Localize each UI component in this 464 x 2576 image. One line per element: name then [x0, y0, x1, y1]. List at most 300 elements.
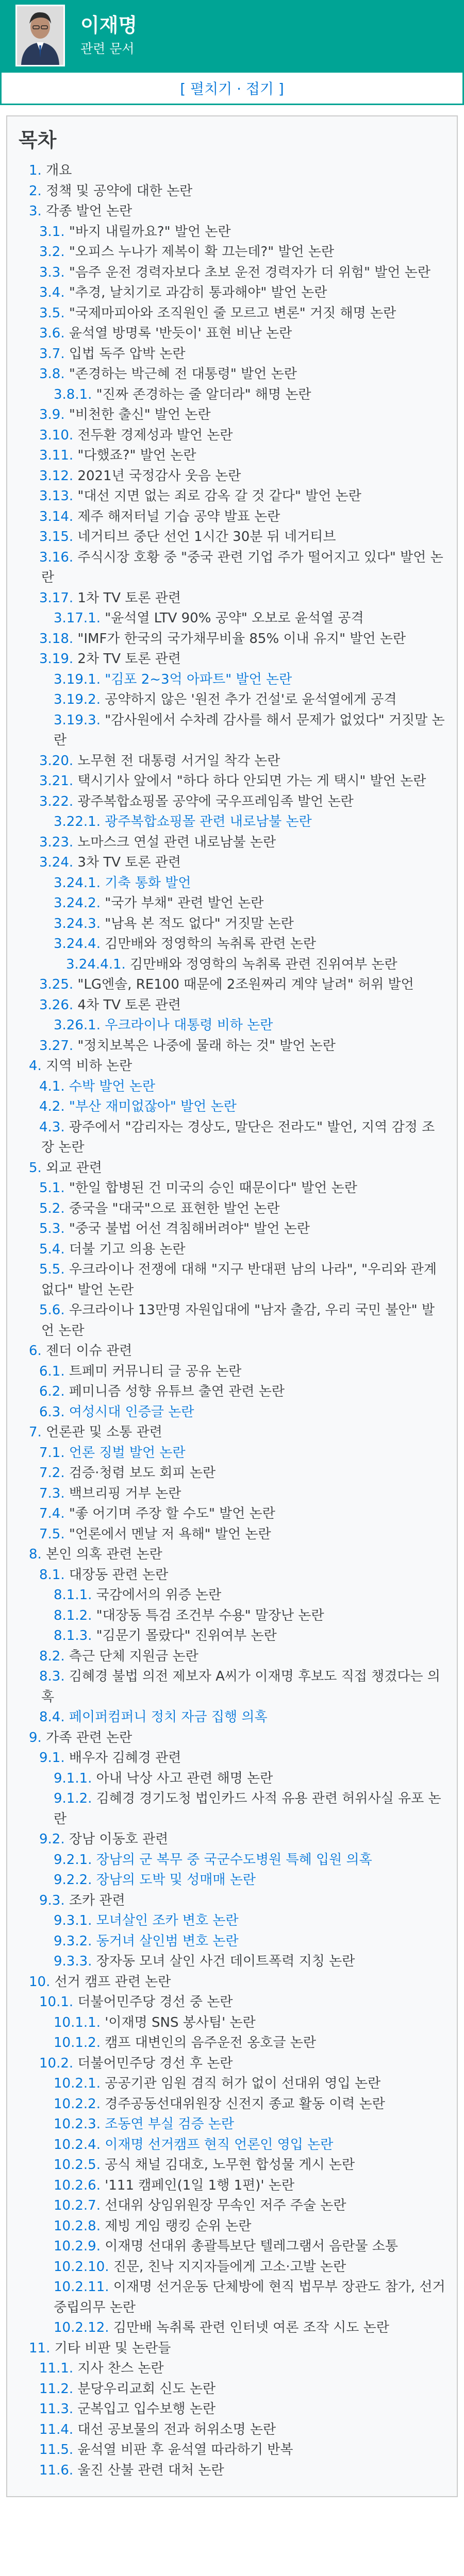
toc-item-label: "감사원에서 수차례 감사를 해서 문제가 없었다" 거짓말 논란 [54, 712, 445, 748]
toc-item[interactable] [19, 2461, 445, 2481]
toc-item-number[interactable]: 8.1.2. [54, 1607, 92, 1623]
toc-item[interactable] [19, 771, 445, 792]
toc-item-label: 광주에서 "감리자는 경상도, 말단은 전라도" 발언, 지역 감정 조장 논란 [41, 1119, 435, 1155]
toc-item-number[interactable]: 8.2. [39, 1648, 65, 1664]
toc-item[interactable] [19, 853, 445, 873]
toc-item-number[interactable]: 10.2.7. [54, 2198, 101, 2213]
toc-item[interactable] [19, 303, 445, 324]
toc-item-label: '이재명 SNS 봉사팀' 논란 [100, 2014, 256, 2030]
toc-item[interactable] [19, 2074, 445, 2094]
toc-item-number[interactable]: 4.1. [39, 1078, 65, 1094]
toc-item-number[interactable]: 9.2.1. [54, 1852, 92, 1868]
toc-item-label[interactable]: 광주복합쇼핑몰 관련 내로남불 논란 [100, 814, 312, 829]
toc-item-label: "LG엔솔, RE100 때문에 2조원짜리 계약 날려" 허위 발언 [73, 977, 414, 992]
toc-item-number[interactable]: 3.17.1. [54, 611, 101, 626]
toc-item-label: 국감에서의 위증 논란 [92, 1587, 222, 1603]
toc-item-number[interactable]: 3.26. [39, 997, 74, 1013]
toc-item-number[interactable]: 3.5. [39, 305, 65, 321]
toc-item-number[interactable]: 3.1. [39, 224, 65, 240]
toc-item-number[interactable]: 3.15. [39, 529, 74, 545]
toc-item-number[interactable]: 10.2. [39, 2055, 74, 2071]
toc-item-label[interactable]: 조동연 부실 검증 논란 [100, 2116, 235, 2132]
toc-item[interactable] [19, 2114, 445, 2135]
toc-item-number[interactable]: 3.18. [39, 631, 74, 647]
toc-item-number[interactable]: 3.24.2. [54, 895, 101, 911]
toc-item[interactable] [19, 690, 445, 710]
toc-item[interactable] [19, 608, 445, 629]
toc-item-number[interactable]: 3.20. [39, 753, 74, 769]
toc-item[interactable] [19, 1972, 445, 1993]
page-subtitle: 관련 문서 [80, 41, 135, 56]
toc-item[interactable] [19, 405, 445, 426]
toc-item-label: "남욕 본 적도 없다" 거짓말 논란 [100, 916, 294, 931]
toc-item[interactable] [19, 507, 445, 528]
toc-item-number[interactable]: 8.3. [39, 1669, 65, 1684]
toc-item-label: 공식 채널 김대호, 노무현 합성물 게시 논란 [100, 2157, 355, 2173]
toc-item-number[interactable]: 7.2. [39, 1465, 65, 1481]
toc-item[interactable] [19, 1728, 445, 1749]
expand-collapse-toggle[interactable]: [ 펼치기 · 접기 ] [180, 80, 284, 97]
toc-item-number[interactable]: 10.2.3. [54, 2116, 101, 2132]
toc-item[interactable] [19, 914, 445, 935]
toc-item[interactable] [19, 1911, 445, 1931]
toc-item[interactable] [19, 1199, 445, 1219]
toc-item[interactable] [19, 2013, 445, 2033]
toc-item-number[interactable]: 3.21. [39, 773, 74, 789]
toc-item[interactable] [19, 1362, 445, 1382]
toc-item-label[interactable]: 기축 통화 발언 [100, 875, 191, 891]
toc-item[interactable] [19, 1402, 445, 1423]
toc-item[interactable] [19, 710, 445, 751]
toc-item[interactable] [19, 1382, 445, 1402]
toc-item-label: 젠더 이슈 관련 [41, 1343, 132, 1359]
toc-item-number[interactable]: 10.2.5. [54, 2157, 101, 2173]
toc-item[interactable] [19, 548, 445, 588]
toc-item-number[interactable]: 3.8.1. [54, 386, 92, 402]
toc-item-number[interactable]: 6.2. [39, 1384, 65, 1399]
toc-item[interactable] [19, 1748, 445, 1769]
toc-item-label: "김문기 몰랐다" 진위여부 논란 [92, 1628, 277, 1643]
toc-item-label: 김만배와 정영학의 녹취록 관련 논란 [100, 936, 317, 952]
toc-item-number[interactable]: 11.6. [39, 2462, 74, 2478]
toc-item[interactable] [19, 1158, 445, 1179]
toc-item-number[interactable]: 4. [29, 1058, 42, 1074]
toc-item[interactable] [19, 2318, 445, 2338]
toc-item-number[interactable]: 7. [29, 1425, 42, 1440]
toc-item[interactable] [19, 1626, 445, 1647]
toc-item-label: 김만배와 정영학의 녹취록 관련 진위여부 논란 [125, 956, 397, 972]
toc-item-label: 진문, 친낙 지지자들에게 고소·고발 논란 [109, 2259, 346, 2275]
toc-item-number[interactable]: 10.2.2. [54, 2096, 101, 2112]
toc-item-number[interactable]: 6.1. [39, 1363, 65, 1379]
toc-item-number[interactable]: 11.1. [39, 2361, 74, 2376]
toc-item-number[interactable]: 3.24. [39, 855, 74, 870]
toc-item-number[interactable]: 10.2.9. [54, 2239, 101, 2254]
toc-item-number[interactable]: 11.5. [39, 2442, 74, 2458]
toc-item[interactable] [19, 1504, 445, 1524]
toc-item-number[interactable]: 3.25. [39, 977, 74, 992]
toc-item-label: 정책 및 공약에 대한 논란 [41, 183, 193, 199]
toc-item-label: 김혜경 불법 의전 제보자 A씨가 이재명 후보도 직접 챙겼다는 의혹 [41, 1669, 440, 1705]
toc-item-number[interactable]: 5.4. [39, 1241, 65, 1257]
toc-item-label: 경주공동선대위원장 신전지 종교 활동 이력 논란 [100, 2096, 385, 2112]
toc-item-label: 입법 독주 압박 논란 [64, 346, 186, 362]
toc-item[interactable] [19, 1015, 445, 1036]
toc-item-label: 더불어민주당 경선 중 논란 [73, 1994, 233, 2010]
toc-item-number[interactable]: 3.22. [39, 793, 74, 809]
toc-item-number[interactable]: 3.23. [39, 834, 74, 850]
toc-item-number[interactable]: 11.3. [39, 2401, 74, 2417]
toc-item-number[interactable]: 10.2.6. [54, 2177, 101, 2193]
toc-item[interactable] [19, 324, 445, 344]
toc-item-number[interactable]: 3.4. [39, 285, 65, 300]
toc-item-number[interactable]: 8.4. [39, 1709, 65, 1725]
toc-item-number[interactable]: 2. [29, 183, 42, 199]
toc-item-number[interactable]: 7.3. [39, 1485, 65, 1501]
toc-item[interactable] [19, 2155, 445, 2176]
toc-item-label[interactable]: 페이퍼컴퍼니 정치 자금 집행 의혹 [64, 1709, 268, 1725]
toc-item-label: 제빙 게임 랭킹 순위 논란 [100, 2218, 252, 2234]
toc-item-number[interactable]: 9.3.3. [54, 1954, 92, 1969]
toc-item-number[interactable]: 7.4. [39, 1506, 65, 1521]
toc-item-number[interactable]: 3.11. [39, 448, 74, 463]
toc-item-label: 우크라이나 13만명 자원입대에 "남자 출감, 우리 국민 불안" 발언 논란 [41, 1302, 435, 1338]
toc-item-label: 2차 TV 토론 관련 [73, 651, 181, 667]
toc-item[interactable] [19, 1647, 445, 1667]
toc-item-label: 기타 비판 및 논란들 [50, 2340, 171, 2356]
toc-item[interactable] [19, 1260, 445, 1300]
toc-item-label: 김만배 녹취록 관련 인터넷 여론 조작 시도 논란 [109, 2320, 389, 2335]
toc-item[interactable] [19, 934, 445, 955]
toc-item-number[interactable]: 10.2.4. [54, 2137, 101, 2153]
toc-item-number[interactable]: 9.1. [39, 1750, 65, 1766]
toc-item[interactable] [19, 1036, 445, 1057]
toc-item-label: 네거티브 중단 선언 1시간 30분 뒤 네거티브 [73, 529, 336, 545]
toc-item-label[interactable]: 수박 발언 논란 [64, 1078, 156, 1094]
document-header [0, 0, 464, 105]
header-titles [80, 13, 137, 58]
toc-item-number[interactable]: 3.2. [39, 244, 65, 260]
toc-item-number[interactable]: 3.7. [39, 346, 65, 362]
toc-item[interactable] [19, 364, 445, 385]
toc-item-label: 본인 의혹 관련 논란 [41, 1547, 162, 1562]
toc-item-number[interactable]: 3.9. [39, 407, 65, 422]
toc-item-label: 공공기관 임원 겸직 허가 없이 선대위 영입 논란 [100, 2076, 381, 2091]
toc-item[interactable] [19, 2420, 445, 2441]
toc-item-label: '111 캠페인(1일 1행 1편)' 논란 [100, 2177, 295, 2193]
toc-item-number[interactable]: 3.27. [39, 1038, 74, 1054]
toc-item[interactable] [19, 873, 445, 894]
toc-item-number[interactable]: 11.4. [39, 2421, 74, 2437]
toc-item-label: 3차 TV 토론 관련 [73, 855, 181, 870]
toc-item[interactable] [19, 2054, 445, 2074]
toc-item[interactable] [19, 1891, 445, 1911]
toc-item[interactable] [19, 222, 445, 243]
toc-item-label: 택시기사 앞에서 "하다 하다 안되면 가는 게 택시" 발언 논란 [73, 773, 426, 789]
toc-item[interactable] [19, 2216, 445, 2237]
toc-item-label: 윤석열 비판 후 윤석열 따라하기 반복 [73, 2442, 293, 2458]
toc-item-label: "존경하는 박근혜 전 대통령" 발언 논란 [64, 366, 297, 382]
toc-item-number[interactable]: 9.3.1. [54, 1913, 92, 1928]
toc-item-number[interactable]: 10.1.2. [54, 2035, 101, 2050]
toc-item-number[interactable]: 3.3. [39, 264, 65, 280]
toc-item-number[interactable]: 3.24.3. [54, 916, 101, 931]
toc-item[interactable] [19, 1667, 445, 1707]
toc-item-label[interactable]: "부산 재미없잖아" 발언 논란 [64, 1099, 237, 1114]
toc-item[interactable] [19, 629, 445, 650]
toc-item-number[interactable]: 3.10. [39, 427, 74, 443]
toc-item[interactable] [19, 751, 445, 772]
toc-item[interactable] [19, 833, 445, 853]
toc-item[interactable] [19, 995, 445, 1016]
toc-item-number[interactable]: 5.3. [39, 1221, 65, 1236]
toc-item[interactable] [19, 1606, 445, 1626]
toc-item-label: 대장동 관련 논란 [64, 1567, 169, 1583]
toc-item-label[interactable]: "김포 2~3억 아파트" 발언 논란 [100, 671, 292, 687]
toc-item-number[interactable]: 10.2.10. [54, 2259, 109, 2275]
toc-item[interactable] [19, 2094, 445, 2115]
toc-item-number[interactable]: 9.2. [39, 1832, 65, 1847]
toc-item-number[interactable]: 10.2.1. [54, 2076, 101, 2091]
toc-item[interactable] [19, 670, 445, 690]
toc-item[interactable] [19, 201, 445, 222]
toc-item-number[interactable]: 9.1.1. [54, 1770, 92, 1786]
toc-item-number[interactable]: 10.1. [39, 1994, 74, 2010]
toc-item-label: 장자동 모녀 살인 사건 데이트폭력 지칭 논란 [92, 1954, 355, 1969]
toc-item-number[interactable]: 8.1.3. [54, 1628, 92, 1643]
toc-item[interactable] [19, 792, 445, 812]
toc-item[interactable] [19, 2257, 445, 2278]
toc-item-label: 아내 낙상 사고 관련 해명 논란 [92, 1770, 273, 1786]
toc-item[interactable] [19, 2236, 445, 2257]
toc-item[interactable] [19, 1484, 445, 1504]
toc-item-label: 우크라이나 전쟁에 대해 "지구 반대편 남의 나라", "우리와 관계 없다" 발언 논란 [41, 1262, 437, 1298]
toc-item[interactable] [19, 1585, 445, 1606]
toc-item[interactable] [19, 975, 445, 995]
toc-item-label: "국제마피아와 조직원인 줄 모르고 변론" 거짓 해명 논란 [64, 305, 396, 321]
toc-item-number[interactable]: 3.16. [39, 549, 74, 565]
toc-item-number[interactable]: 11.2. [39, 2381, 74, 2397]
toc-item[interactable] [19, 181, 445, 202]
toc-item-label: 1차 TV 토론 관련 [73, 590, 181, 606]
toc-item-label: 제주 해저터널 기습 공약 발표 논란 [73, 509, 280, 524]
toc-item-number[interactable]: 3.24.4. [54, 936, 101, 952]
toc-item[interactable] [19, 812, 445, 833]
toc-item[interactable] [19, 1789, 445, 1829]
toc-item-number[interactable]: 3. [29, 204, 42, 219]
toc-item-number[interactable]: 3.19. [39, 651, 74, 667]
toc-item-label[interactable]: 모녀살인 조카 변호 논란 [92, 1913, 239, 1928]
toc-item-number[interactable]: 9.2.2. [54, 1872, 92, 1888]
toc-item[interactable] [19, 1097, 445, 1117]
toc-item[interactable] [19, 1707, 445, 1728]
toc-item[interactable] [19, 446, 445, 466]
toc-item-label[interactable]: 동거녀 살인범 변호 논란 [92, 1933, 239, 1949]
toc-item[interactable] [19, 486, 445, 507]
toc-item-number[interactable]: 5.6. [39, 1302, 65, 1318]
toc-item-label: "진짜 존경하는 줄 알더라" 해명 논란 [92, 386, 311, 402]
toc-list [19, 161, 445, 2481]
toc-item[interactable] [19, 893, 445, 914]
toc-item-number[interactable]: 8.1.1. [54, 1587, 92, 1603]
toc-item-number[interactable]: 11. [29, 2340, 51, 2356]
toc-item[interactable] [19, 1850, 445, 1871]
toc-item[interactable] [19, 2135, 445, 2156]
toc-item-label: "대선 지면 없는 죄로 감옥 갈 것 같다" 발언 논란 [73, 488, 361, 504]
toc-item-label: 트페미 커뮤니티 글 공유 논란 [64, 1363, 242, 1379]
toc-item-label: "다했죠?" 발언 논란 [73, 448, 196, 463]
toc-item-label: "중국 불법 어선 격침해버려야" 발언 논란 [64, 1221, 310, 1236]
toc-item-label: "정치보복은 나중에 물래 하는 것" 발언 논란 [73, 1038, 336, 1054]
toc-item-label[interactable]: 장남의 군 복무 중 국군수도병원 특혜 입원 의혹 [92, 1852, 372, 1868]
toc-item-number[interactable]: 10.2.8. [54, 2218, 101, 2234]
toc-item-number[interactable]: 7.1. [39, 1445, 65, 1461]
toc-item-number[interactable]: 5.1. [39, 1180, 65, 1196]
toc-item-number[interactable]: 5. [29, 1160, 42, 1176]
toc-item[interactable] [19, 1769, 445, 1789]
toc-item-label: 대선 공보물의 전과 허위소명 논란 [73, 2421, 276, 2437]
toc-item-number[interactable]: 10.2.11. [54, 2279, 109, 2295]
toc-item[interactable] [19, 2440, 445, 2461]
toc-item[interactable] [19, 1829, 445, 1850]
toc-item-label: 김혜경 경기도청 법인카드 사적 유용 관련 허위사실 유포 논란 [54, 1791, 441, 1827]
toc-item-label[interactable]: 언론 징벌 발언 논란 [64, 1445, 186, 1461]
toc-item-number[interactable]: 3.24.4.1. [66, 956, 126, 972]
toc-item[interactable] [19, 263, 445, 283]
toc-item[interactable] [19, 161, 445, 181]
toc-item-label: "좋 어기며 주장 할 수도" 발언 논란 [64, 1506, 275, 1521]
toc-item[interactable] [19, 1952, 445, 1972]
toc-item-number[interactable]: 3.19.2. [54, 692, 101, 707]
toc-item-label: 노마스크 연설 관련 내로남불 논란 [73, 834, 276, 850]
toc-item-label: 이재명 선대위 총괄특보단 텔레그램서 음란물 소통 [100, 2239, 398, 2254]
toc-item[interactable] [19, 649, 445, 670]
toc-item-label: "윤석열 LTV 90% 공약" 오보로 윤석열 공격 [100, 611, 364, 626]
toc-item[interactable] [19, 1545, 445, 1565]
toc-item[interactable] [19, 242, 445, 263]
toc-item-number[interactable]: 1. [29, 163, 42, 178]
toc-item-number[interactable]: 9. [29, 1730, 42, 1745]
toc-item-number[interactable]: 5.5. [39, 1262, 65, 1277]
toc-item-label: 중국을 "대국"으로 표현한 발언 논란 [64, 1200, 280, 1216]
toc-item[interactable] [19, 955, 445, 975]
toc-item-label: 지역 비하 논란 [41, 1058, 132, 1074]
toc-item-number[interactable]: 3.26.1. [54, 1018, 101, 1033]
toc-item[interactable] [19, 1524, 445, 1545]
toc-item-label: 공약하지 않은 '원전 추가 건설'로 윤석열에게 공격 [100, 692, 397, 707]
toc-item[interactable] [19, 2277, 445, 2318]
toc-item-number[interactable]: 9.3. [39, 1892, 65, 1908]
toc-item-number[interactable]: 10.2.12. [54, 2320, 109, 2335]
toc-item[interactable] [19, 1565, 445, 1586]
toc-item[interactable] [19, 1117, 445, 1158]
toc-item[interactable] [19, 1870, 445, 1891]
toc-item-label: 4차 TV 토론 관련 [73, 997, 181, 1013]
toc-item[interactable] [19, 1056, 445, 1077]
toc-item[interactable] [19, 1077, 445, 1097]
toc-item-label: 광주복합쇼핑몰 공약에 국우프레임족 발언 논란 [73, 793, 354, 809]
toc-item-number[interactable]: 9.3.2. [54, 1933, 92, 1949]
toc-item-number[interactable]: 3.12. [39, 468, 74, 484]
toc-item[interactable] [19, 1992, 445, 2013]
toc-item[interactable] [19, 283, 445, 303]
toc-item-label: 각종 발언 논란 [41, 204, 132, 219]
toc-item-number[interactable]: 4.3. [39, 1119, 65, 1135]
toc-item-number[interactable]: 3.19.3. [54, 712, 101, 728]
toc-item[interactable] [19, 1178, 445, 1199]
toc-item-number[interactable]: 4.2. [39, 1099, 65, 1114]
toc-item[interactable] [19, 426, 445, 446]
toc-item-number[interactable]: 10.1.1. [54, 2014, 101, 2030]
toc-item[interactable] [19, 385, 445, 405]
toc-item-number[interactable]: 3.13. [39, 488, 74, 504]
toc-item-number[interactable]: 6.3. [39, 1404, 65, 1420]
toc-item-number[interactable]: 3.17. [39, 590, 74, 606]
toc-item-number[interactable]: 3.24.1. [54, 875, 101, 891]
toc-item[interactable] [19, 466, 445, 487]
toc-item-label: "IMF가 한국의 국가채무비율 85% 이내 유지" 발언 논란 [73, 631, 406, 647]
toc-item-label[interactable]: 장남의 도박 및 성매매 논란 [92, 1872, 256, 1888]
toc-item-label: 선거 캠프 관련 논란 [50, 1974, 171, 1990]
toc-item[interactable] [19, 1341, 445, 1362]
toc-item-number[interactable]: 6. [29, 1343, 42, 1359]
toc-item-number[interactable]: 10. [29, 1974, 51, 1990]
toc-item-number[interactable]: 5.2. [39, 1200, 65, 1216]
toc-item[interactable] [19, 2176, 445, 2196]
toc-item-number[interactable]: 3.8. [39, 366, 65, 382]
toc-item-number[interactable]: 8.1. [39, 1567, 65, 1583]
toc-item-number[interactable]: 3.14. [39, 509, 74, 524]
toc-item-number[interactable]: 7.5. [39, 1526, 65, 1542]
toc-item[interactable] [19, 344, 445, 365]
toc-item[interactable] [19, 1443, 445, 1464]
toc-item[interactable] [19, 1463, 445, 1484]
toc-item[interactable] [19, 1422, 445, 1443]
toc-item-number[interactable]: 8. [29, 1547, 42, 1562]
toc-item-label: 2021년 국정감사 웃음 논란 [73, 468, 241, 484]
toc-item-label: 페미니즘 성향 유튜브 출연 관련 논란 [64, 1384, 285, 1399]
toc-item-label: 노무현 전 대통령 서거일 착각 논란 [73, 753, 280, 769]
toc-item[interactable] [19, 588, 445, 609]
toc-item[interactable] [19, 527, 445, 548]
toc-item[interactable] [19, 2196, 445, 2216]
toc-item-number[interactable]: 3.22.1. [54, 814, 101, 829]
toc-item-label: 전두환 경제성과 발언 논란 [73, 427, 233, 443]
toc-item-label: 가족 관련 논란 [41, 1730, 132, 1745]
toc-item[interactable] [19, 2359, 445, 2379]
toc-item-label: 캠프 대변인의 음주운전 옹호글 논란 [100, 2035, 317, 2050]
toc-item-label: "음주 운전 경력자보다 초보 운전 경력자가 더 위험" 발언 논란 [64, 264, 430, 280]
toc-item-label: 주식시장 호황 중 "중국 관련 기업 주가 떨어지고 있다" 발언 논란 [41, 549, 443, 585]
toc-item[interactable] [19, 2379, 445, 2400]
toc-item-label[interactable]: 우크라이나 대통령 비하 논란 [100, 1018, 273, 1033]
toc-item-label: 배우자 김혜경 관련 [64, 1750, 181, 1766]
toc-item-label[interactable]: 여성시대 인증글 논란 [64, 1404, 194, 1420]
toc-item[interactable] [19, 1931, 445, 1952]
toc-item[interactable] [19, 1300, 445, 1341]
toc-item[interactable] [19, 2399, 445, 2420]
toc-item-number[interactable]: 9.1.2. [54, 1791, 92, 1806]
toc-item-label: 장남 이동호 관련 [64, 1832, 169, 1847]
toc-item[interactable] [19, 1219, 445, 1240]
toc-item-label: 울진 산불 관련 대처 논란 [73, 2462, 224, 2478]
toc-item-number[interactable]: 3.19.1. [54, 671, 101, 687]
toc-item[interactable] [19, 1240, 445, 1260]
toc-item-label[interactable]: 이재명 선거캠프 현직 언론인 영입 논란 [100, 2137, 334, 2153]
toc-item-number[interactable]: 3.6. [39, 326, 65, 341]
toc-item[interactable] [19, 2338, 445, 2359]
toc-item[interactable] [19, 2033, 445, 2054]
